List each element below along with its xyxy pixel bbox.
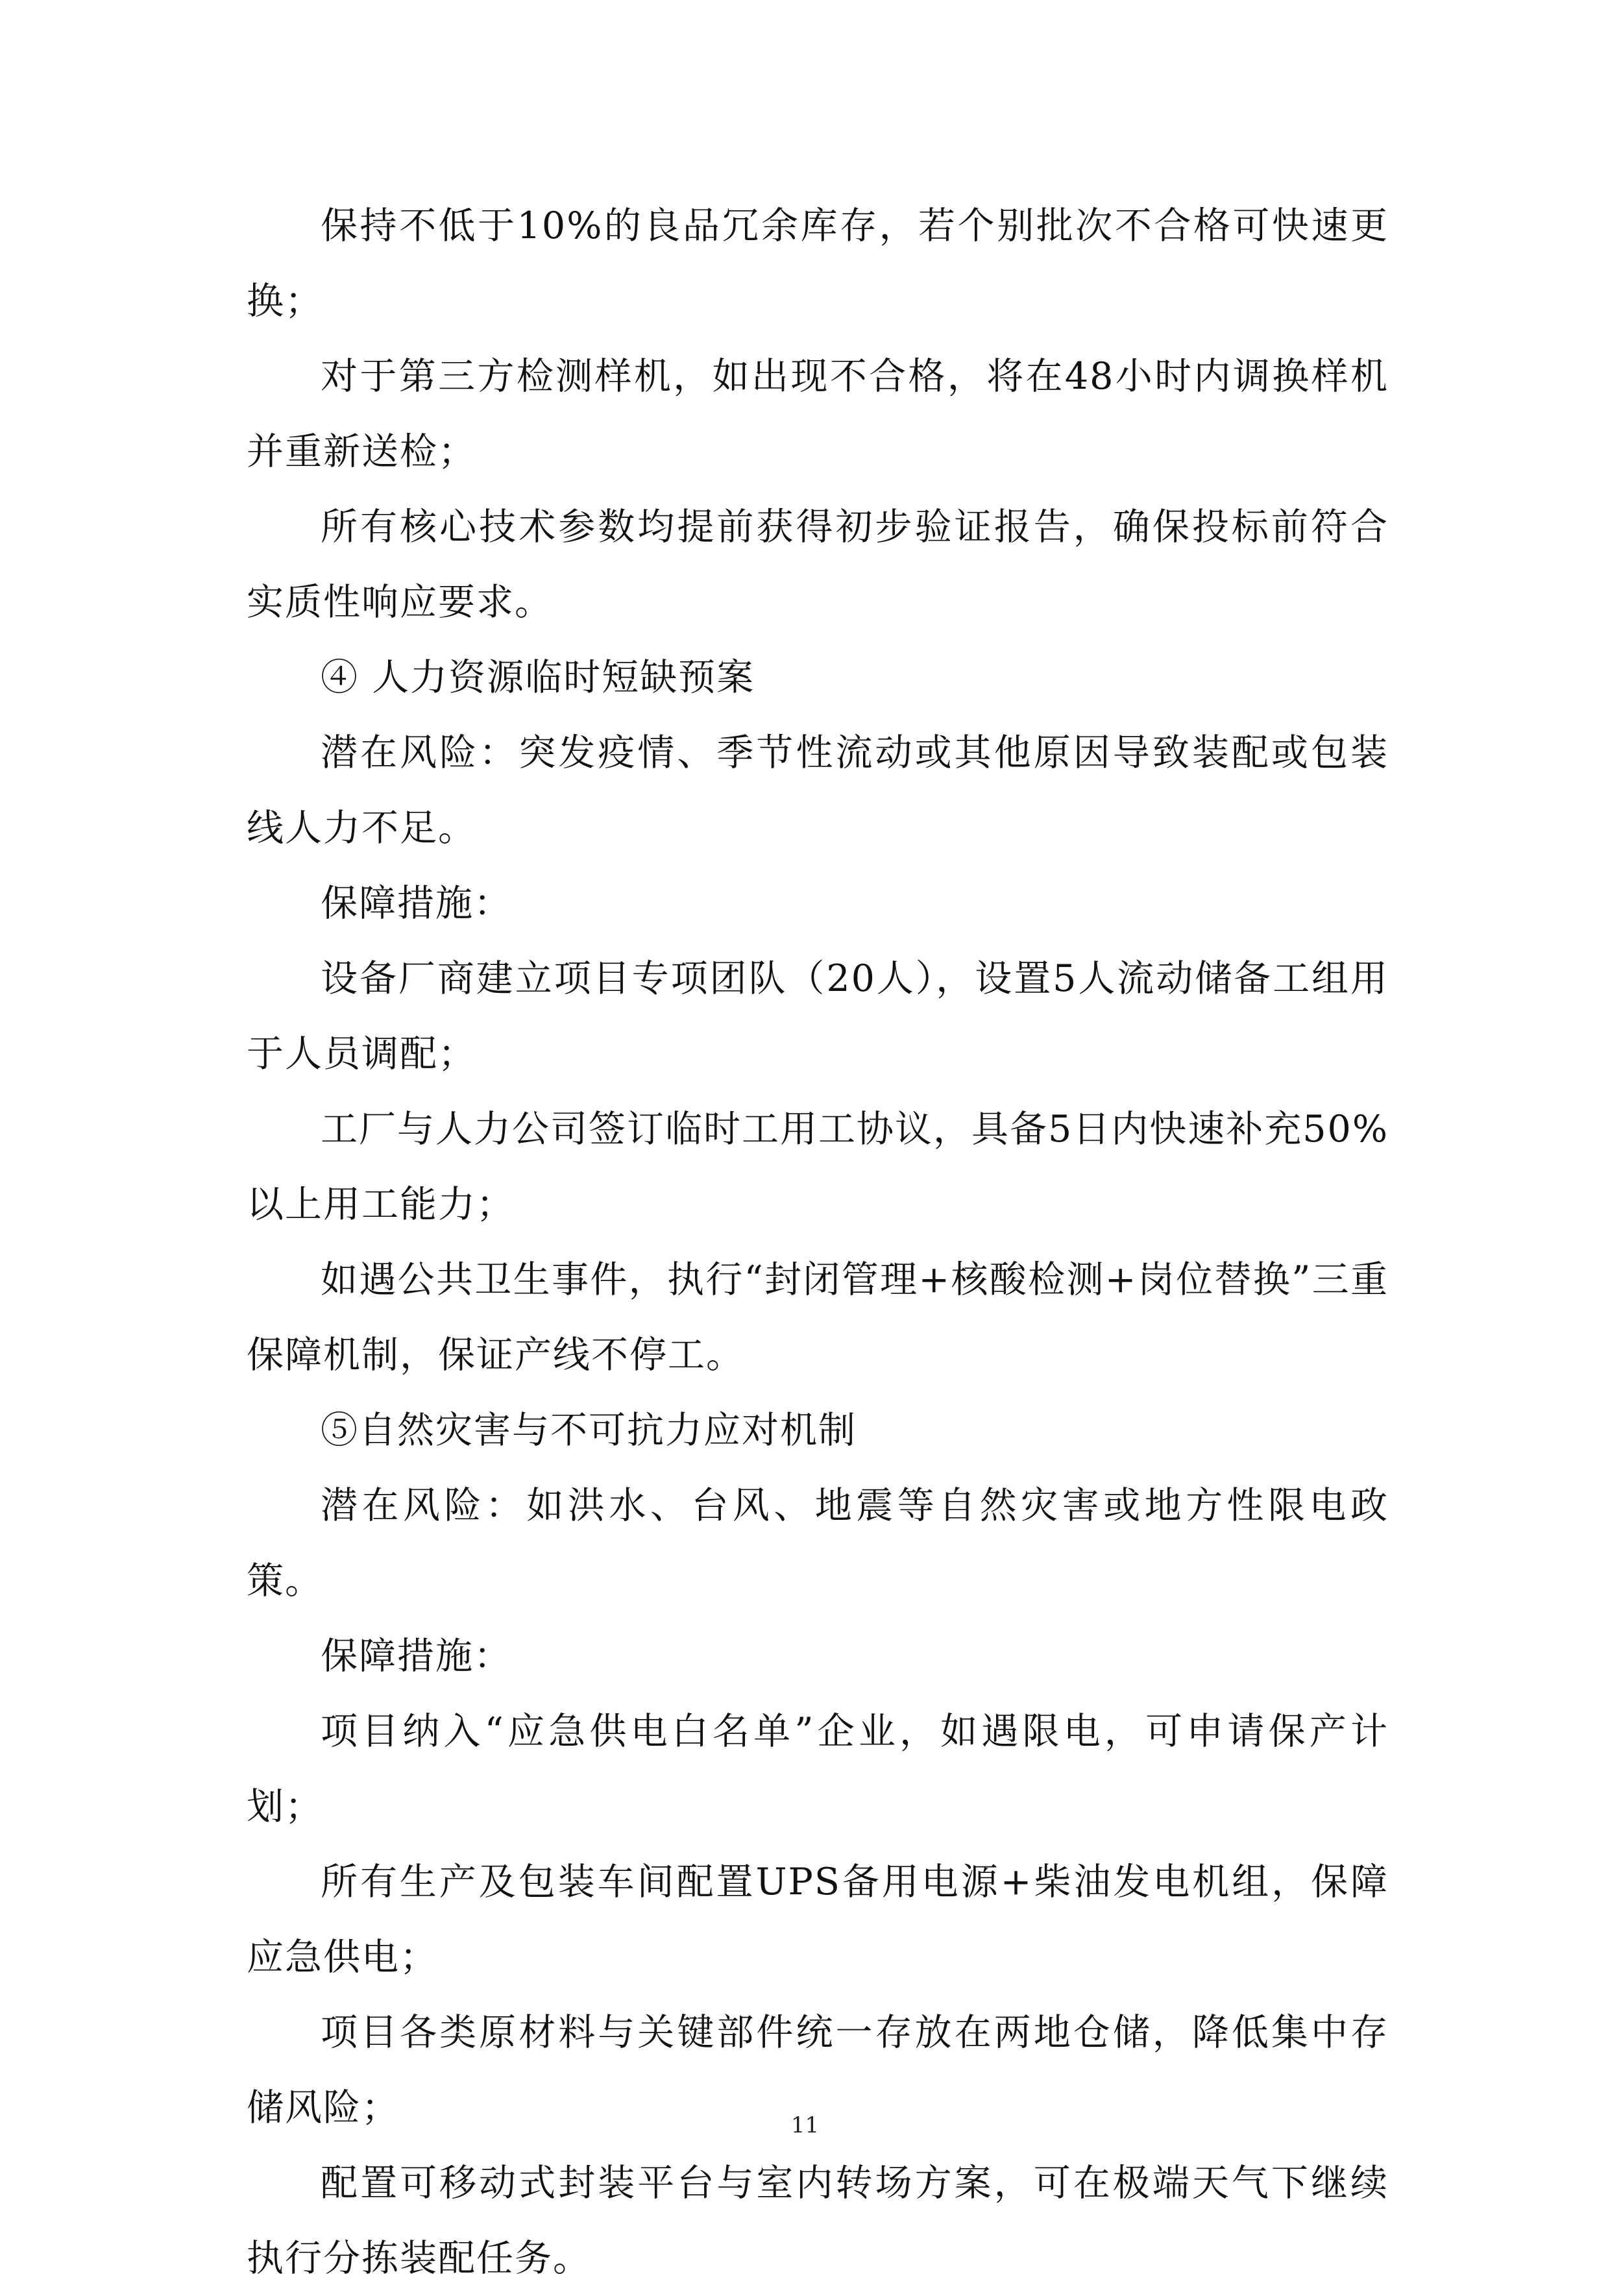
document-body [247,188,1389,2296]
paragraph-redundant-inventory: 保持不低于10%的良品冗余库存，若个别批次不合格可快速更换； [247,204,1389,323]
paragraph-power-whitelist: 项目纳入“应急供电白名单”企业，如遇限电，可申请保产计划； [247,1710,1389,1828]
paragraph-measures-label: 保障措施： [321,882,512,925]
paragraph-parameter-verification: 所有核心技术参数均提前获得初步验证报告，确保投标前符合实质性响应要求。 [247,506,1389,624]
paragraph-mobile-platform: 配置可移动式封装平台与室内转场方案，可在极端天气下继续执行分拣装配任务。 [247,2162,1389,2280]
section-heading-natural-disaster: ⑤自然灾害与不可抗力应对机制 [321,1409,857,1452]
paragraph-public-health: 如遇公共卫生事件，执行“封闭管理+核酸检测+岗位替换”三重保障机制，保证产线不停工。 [247,1258,1389,1376]
paragraph-dedicated-team: 设备厂商建立项目专项团队（20人），设置5人流动储备工组用于人员调配； [247,957,1389,1075]
paragraph-backup-power: 所有生产及包装车间配置UPS备用电源+柴油发电机组，保障应急供电； [247,1861,1389,1979]
paragraph-sample-replacement: 对于第三方检测样机，如出现不合格，将在48小时内调换样机并重新送检； [247,355,1389,473]
paragraph-disaster-risk: 潜在风险：如洪水、台风、地震等自然灾害或地方性限电政策。 [247,1484,1389,1602]
paragraph-temp-labor-agreement: 工厂与人力公司签订临时工用工协议，具备5日内快速补充50%以上用工能力； [247,1108,1389,1226]
paragraph-dual-warehouse: 项目各类原材料与关键部件统一存放在两地仓储，降低集中存储风险； [247,2011,1389,2129]
page-number: 11 [790,2112,820,2138]
paragraph-measures-label-2: 保障措施： [321,1635,512,1678]
section-heading-labor-shortage: ④ 人力资源临时短缺预案 [321,656,755,699]
paragraph-labor-risk: 潜在风险：突发疫情、季节性流动或其他原因导致装配或包装线人力不足。 [247,731,1389,849]
